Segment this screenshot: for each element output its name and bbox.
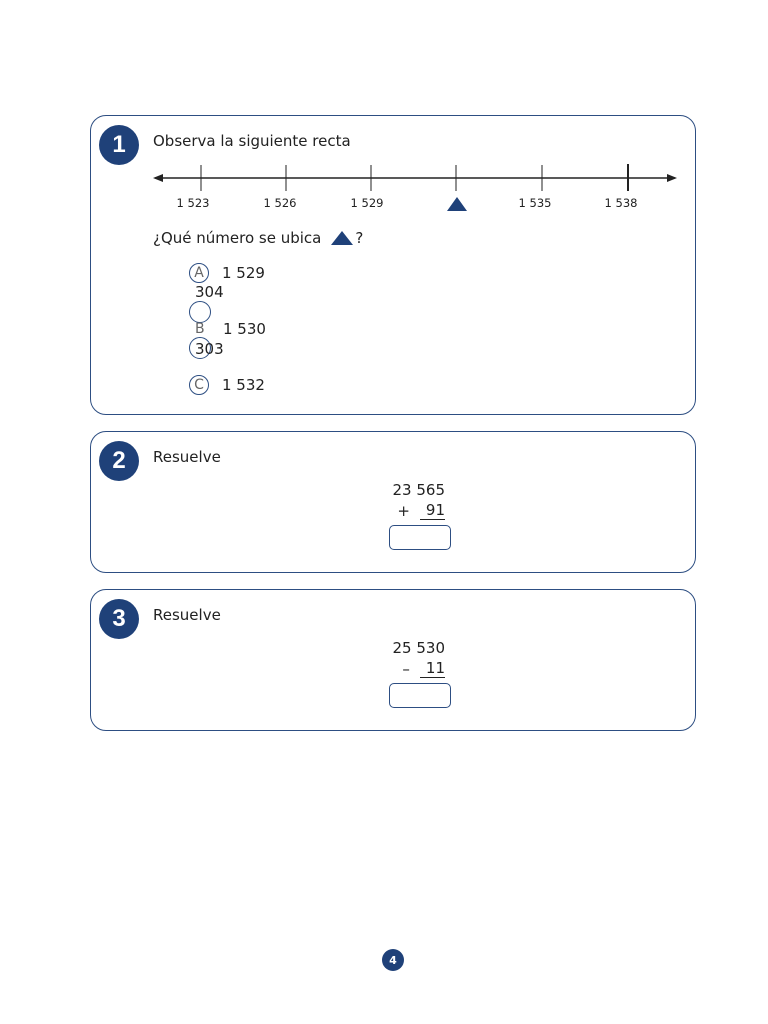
stray-number: 303 [195,340,224,358]
exercise-2-card [90,431,696,573]
operand-bottom [397,502,445,520]
answer-input[interactable] [389,683,451,708]
tick-label: 1 529 [350,196,384,210]
tick-label: 1 535 [518,196,552,210]
question-text [153,229,363,247]
option-b-value: 1 530 [223,320,266,338]
exercise-number-badge: 1 [99,125,139,165]
exercise-prompt: Observa la siguiente recta [153,132,351,150]
minus-sign: – [402,660,410,678]
stray-number: 304 [195,283,224,301]
operand-top: 25 530 [392,639,445,657]
exercise-prompt: Resuelve [153,448,221,466]
exercise-number-badge: 3 [99,599,139,639]
arrow-right-icon [667,174,677,182]
question-end: ? [355,229,364,247]
option-a[interactable] [189,263,265,283]
answer-input[interactable] [389,525,451,550]
option-c-value: 1 532 [222,376,265,394]
operand-bottom-number: 11 [420,660,445,678]
question-start: ¿Qué número se ubica [153,229,322,247]
stray-radio[interactable] [189,301,211,323]
operand-top: 23 565 [392,481,445,499]
triangle-icon [331,230,353,246]
option-c[interactable] [189,375,265,395]
option-c-radio[interactable]: C [189,375,209,395]
exercise-3-card [90,589,696,731]
number-line [151,160,681,220]
tick-label: 1 523 [176,196,210,210]
plus-sign: + [397,502,410,520]
exercise-prompt: Resuelve [153,606,221,624]
operand-bottom-number: 91 [420,502,445,520]
exercise-1-card [90,115,696,415]
option-b-letter: B [195,321,205,337]
tick-label: 1 526 [263,196,297,210]
exercise-number-badge: 2 [99,441,139,481]
operand-bottom [402,660,445,678]
arrow-left-icon [153,174,163,182]
option-a-value: 1 529 [222,264,265,282]
page-number: 4 [382,949,404,971]
tick-label: 1 538 [604,196,638,210]
option-a-radio[interactable]: A [189,263,209,283]
triangle-icon [447,197,467,211]
